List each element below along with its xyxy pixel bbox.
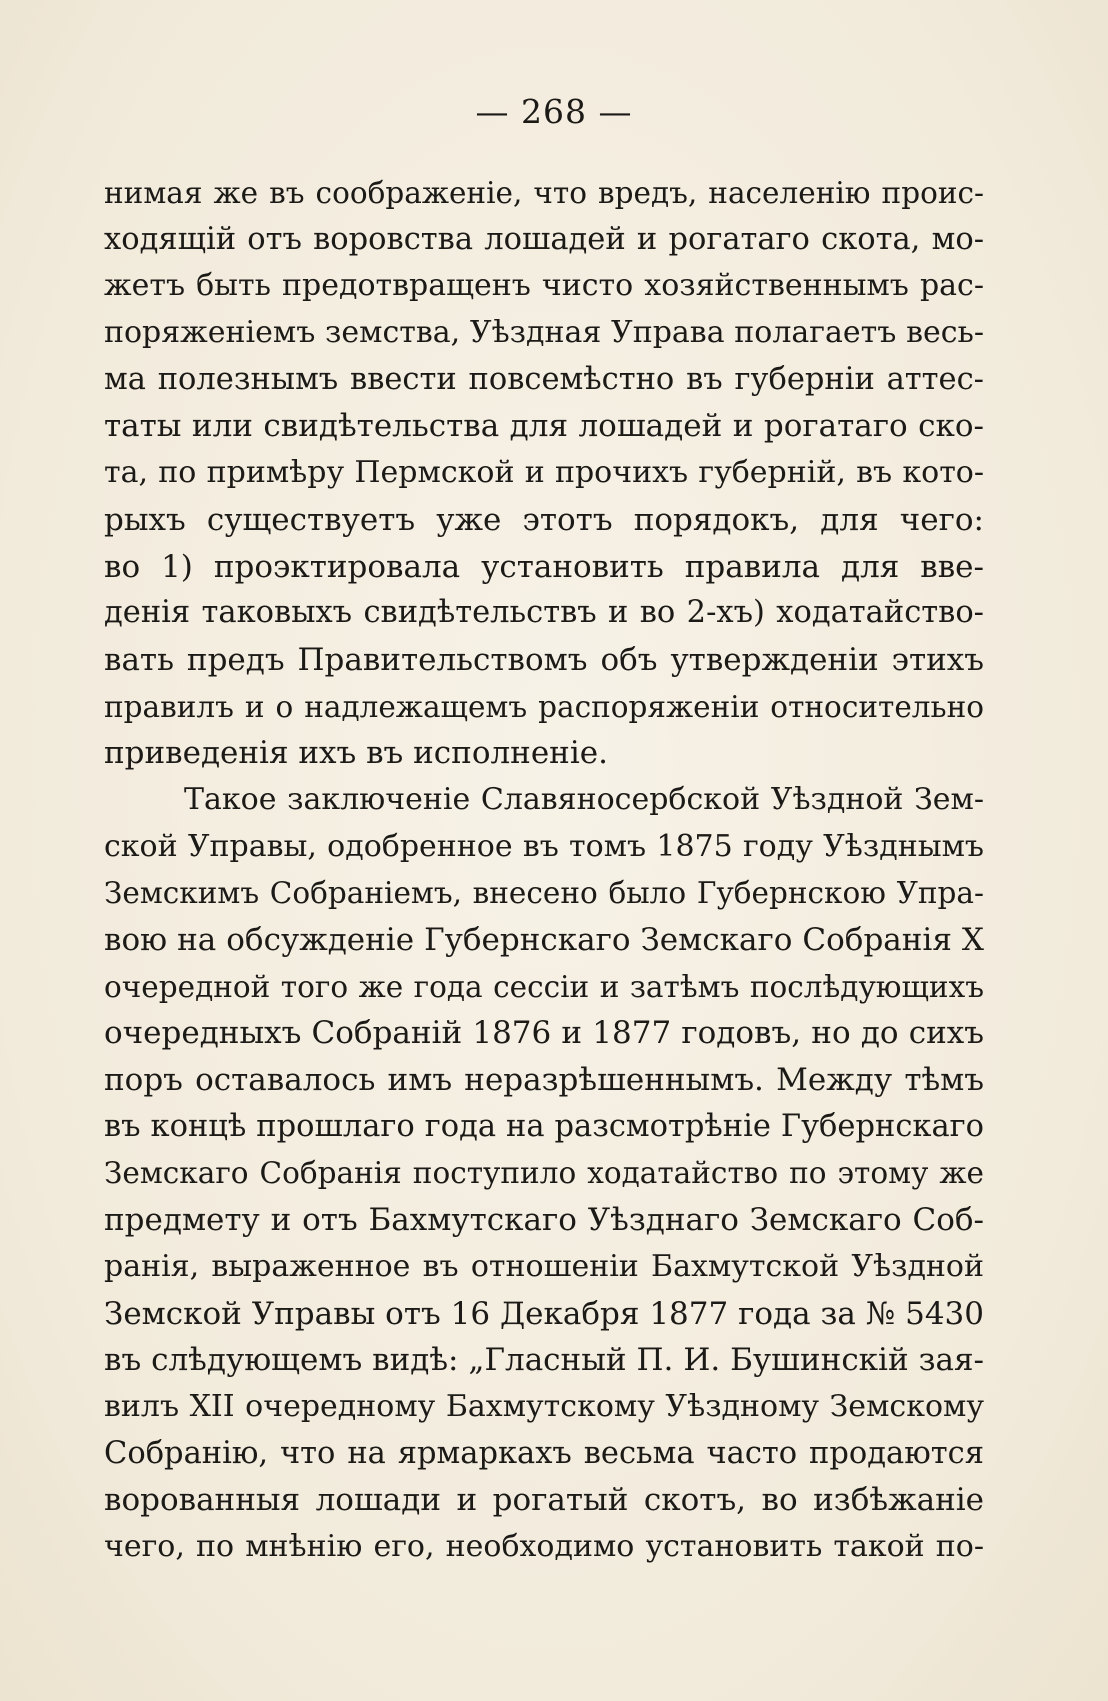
- text-line: Земскаго Собранія поступило ходатайство по этому же: [104, 1156, 984, 1191]
- text-line: чего, по мнѣнію его, необходимо установить такой по-: [104, 1528, 984, 1564]
- text-line: очередныхъ Собраній 1876 и 1877 годовъ, но до сихъ: [104, 1015, 984, 1052]
- text-line: нимая же въ соображеніе, что вредъ, населенію проис-: [104, 176, 984, 210]
- text-line: во 1) проэктировала установить правила для вве-: [104, 548, 984, 585]
- text-line: ма полезнымъ ввести повсемѣстно въ губерніи аттес-: [104, 361, 984, 397]
- text-line: въ слѣдующемъ видѣ: „Гласный П. И. Бушинскій зая-: [104, 1342, 984, 1379]
- text-line: въ концѣ прошлаго года на разсмотрѣніе Губернскаго: [104, 1108, 984, 1144]
- text-line: денія таковыхъ свидѣтельствъ и во 2-хъ) ходатайство-: [104, 595, 984, 631]
- text-line: вою на обсужденіе Губернскаго Земскаго Собранія X: [104, 922, 984, 958]
- text-line: очередной того же года сессіи и затѣмъ послѣдующихъ: [104, 969, 984, 1004]
- text-line: ходящій отъ воровства лошадей и рогатаго скота, мо-: [104, 221, 984, 257]
- text-line: жетъ быть предотвращенъ чисто хозяйственнымъ рас-: [104, 268, 984, 304]
- text-line: ской Управы, одобренное въ томъ 1875 году Уѣзднымъ: [104, 828, 984, 864]
- text-line: поръ оставалось имъ неразрѣшеннымъ. Между тѣмъ: [104, 1062, 984, 1099]
- text-line: предмету и отъ Бахмутскаго Уѣзднаго Земскаго Соб-: [104, 1202, 984, 1239]
- text-line: поряженіемъ земства, Уѣздная Управа полагаетъ весь-: [104, 315, 984, 351]
- text-line: вать предъ Правительствомъ объ утвержденіи этихъ: [104, 641, 984, 678]
- text-line: вилъ XII очередному Бахмутскому Уѣздному Земскому: [104, 1388, 984, 1424]
- text-line: Земскимъ Собраніемъ, внесено было Губернскою Упра-: [104, 876, 984, 911]
- text-line: Собранію, что на ярмаркахъ весьма часто продаются: [104, 1435, 984, 1471]
- text-line: рыхъ существуетъ уже этотъ порядокъ, для чего:: [104, 501, 984, 538]
- text-line: та, по примѣру Пермской и прочихъ губерній, въ кото-: [104, 455, 984, 491]
- text-line-paragraph-start: Такое заключеніе Славяносербской Уѣздной Зем-: [184, 781, 984, 817]
- body-text: [104, 170, 984, 1571]
- page-number: — 268 —: [475, 92, 633, 131]
- text-line: правилъ и о надлежащемъ распоряженіи относительно: [104, 689, 984, 724]
- text-line: ранія, выраженное въ отношеніи Бахмутской Уѣздной: [104, 1248, 984, 1284]
- text-line: ворованныя лошади и рогатый скотъ, во избѣжаніе: [104, 1482, 984, 1519]
- text-line-paragraph-end: приведенія ихъ въ исполненіе.: [104, 735, 608, 772]
- text-line: таты или свидѣтельства для лошадей и рогатаго ско-: [104, 408, 984, 445]
- text-line: Земской Управы отъ 16 Декабря 1877 года за № 5430: [104, 1295, 984, 1332]
